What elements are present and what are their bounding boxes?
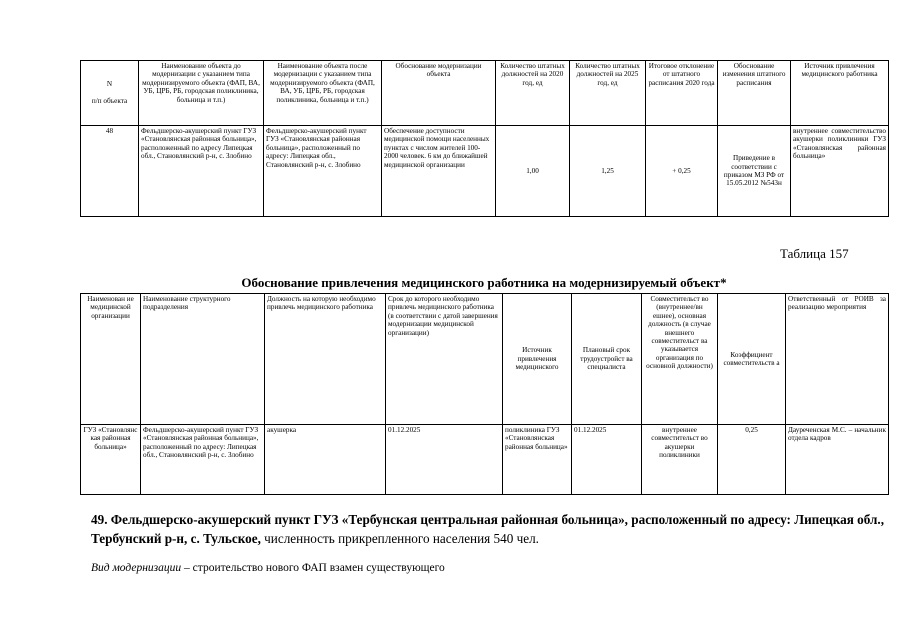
header-cell: Итоговое отклонение от штатного расписания 2020 года (646, 61, 718, 126)
header-cell: Источник привлечения медицинского (503, 294, 572, 425)
table-cell: поликлиника ГУЗ «Становлянская районная больница» (503, 425, 572, 495)
header-cell: Источник привлечения медицинского работника (791, 61, 889, 126)
modernization-label: Вид модернизации (91, 562, 182, 574)
header-cell: Ответственный от РОИВ за реализацию мероприятия (786, 294, 889, 425)
table-cell: акушерка (265, 425, 386, 495)
table-number: Таблица 157 (780, 246, 849, 261)
table-cell: внутреннее совместительст во акушерки поликлиники (642, 425, 718, 495)
header-cell: Наименование объекта после модернизации с указанием типа модернизируемого объекта (ФАП, ВА, УБ, ЦРБ, РБ, городская поликлиника, больница и т.п.) (264, 61, 382, 126)
header-cell: Наименование объекта до модернизации с указанием типа модернизируемого объекта (ФАП, ВА, УБ, ЦРБ, РБ, городская поликлиника, больница и т.п.) (139, 61, 264, 126)
table-cell: Дауреченская М.С. – начальник отдела кадров (786, 425, 889, 495)
header-cell: Должность на которую необходимо привлечь медицинского работника (265, 294, 386, 425)
table-cell: 48 (81, 126, 139, 217)
header-cell: Коэффициент совместительств а (718, 294, 786, 425)
modernization-value: – строительство нового ФАП взамен существующего (181, 562, 445, 574)
table-cell: Фельдшерско-акушерский пункт ГУЗ «Становлянская районная больница», расположенный по адресу: Липецкая обл., Становлянский р-н, с. Злобино (141, 425, 265, 495)
header-cell: Совместительст во (внутреннее/вн ешнее), основная должность (в случае внешнего совместительст ва указывается организация по основной должности) (642, 294, 718, 425)
header-cell: Наименование структурного подразделения (141, 294, 265, 425)
header-cell: N п/п объекта (81, 61, 139, 126)
table-cell: ГУЗ «Становлянс кая районная больница» (81, 425, 141, 495)
table-cell: внутреннее совместительство акушерки поликлиники ГУЗ «Становлянская районная больница» (791, 126, 889, 217)
header-cell: Обоснование модернизации объекта (382, 61, 496, 126)
table-cell: Обеспечение доступности медицинской помощи населенных пунктах с числом жителей 100-2000 человек. 6 км до ближайшей медицинской организации (382, 126, 496, 217)
table-row (81, 126, 889, 217)
table-cell: 1,00 (496, 126, 570, 217)
table-title: Обоснование привлечения медицинского работника на модернизируемый объект* (241, 275, 727, 290)
table-cell: Приведение в соответствии с приказом МЗ РФ от 15.05.2012 №543н (718, 126, 791, 217)
header-cell: Срок до которого необходимо привлечь медицинского работника (в соответствии с датой завершения модернизации медицинской организации) (386, 294, 503, 425)
section-heading (91, 510, 891, 548)
table-row (81, 425, 889, 495)
modernization-type (91, 562, 445, 574)
section-heading-population: численность прикрепленного населения 540 чел. (260, 531, 539, 546)
table-cell: 1,25 (570, 126, 646, 217)
header-cell: Количество штатных должностей на 2020 год, ед (496, 61, 570, 126)
header-cell: Обоснование изменения штатного расписания (718, 61, 791, 126)
staff-attraction-table (80, 293, 889, 495)
staffing-table (80, 60, 889, 217)
header-cell: Наименован ие медицинской организации (81, 294, 141, 425)
table-cell: 0,25 (718, 425, 786, 495)
table-header-row (81, 294, 889, 425)
header-cell: Количество штатных должностей на 2025 год, ед (570, 61, 646, 126)
table-cell: Фельдшерско-акушерский пункт ГУЗ «Становлянская районная больница», расположенный по адресу: Липецкая обл., Становлянский р-н, с. Злобино (264, 126, 382, 217)
table-cell: Фельдшерско-акушерский пункт ГУЗ «Становлянская районная больница», расположенный по адресу Липецкая обл., Становлянский р-н, с. Злобино (139, 126, 264, 217)
header-cell: Плановый срок трудоустройст ва специалиста (572, 294, 642, 425)
table-cell: 01.12.2025 (386, 425, 503, 495)
section-heading-bold: 49. Фельдшерско-акушерский пункт ГУЗ «Тербунская центральная районная больница», расположенный по адресу: Липецкая обл., Тербунский р-н, с. Тульское, (91, 512, 884, 546)
table-cell: 01.12.2025 (572, 425, 642, 495)
table-cell: + 0,25 (646, 126, 718, 217)
table-header-row (81, 61, 889, 126)
